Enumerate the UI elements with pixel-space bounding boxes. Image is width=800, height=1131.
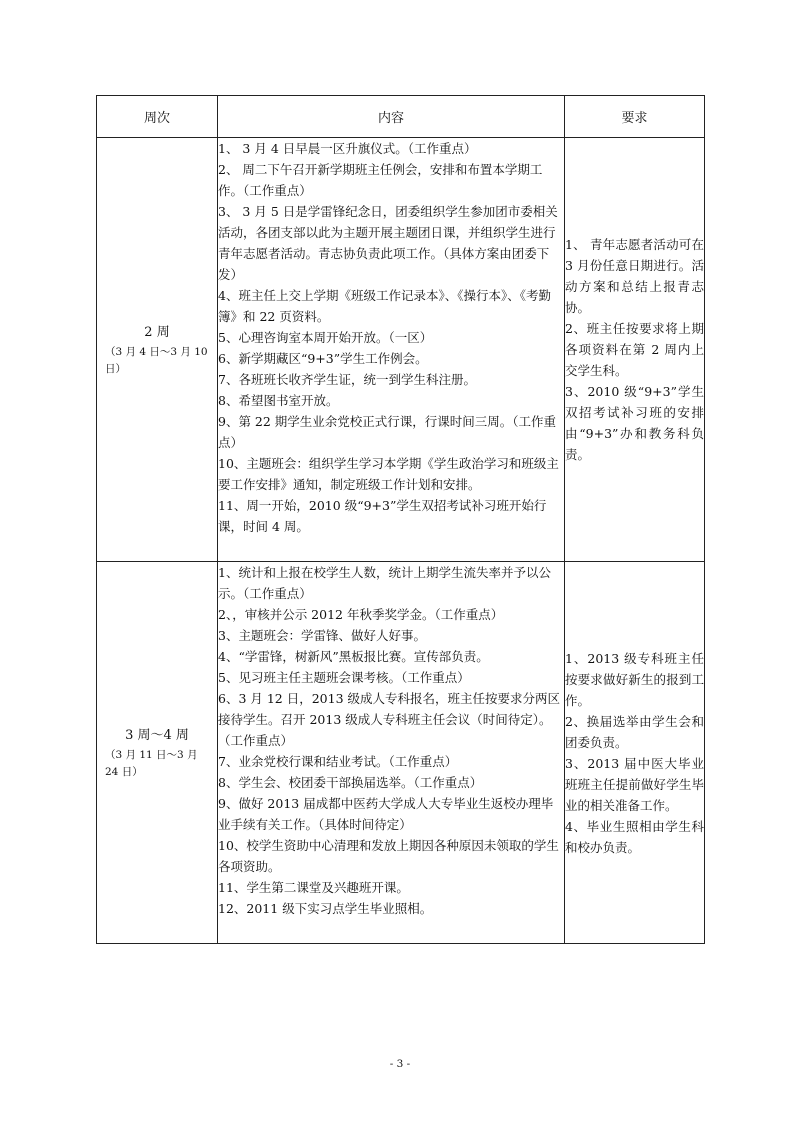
table-row — [97, 562, 705, 944]
content-item: 3、 3 月 5 日是学雷锋纪念日，团委组织学生参加团市委相关活动，各团支部以此为主题开展主题团日课，并组织学生进行青年志愿者活动。青志协负责此项工作。（具体方案由团委下发） — [218, 204, 558, 282]
requirement-item: 3、2010 级“9+3”学生双招考试补习班的安排由“9+3”办和教务科负责。 — [565, 384, 704, 462]
content-item: 9、做好 2013 届成都中医药大学成人大专毕业生返校办理毕业手续有关工作。（具体时间待定） — [218, 796, 554, 832]
content-item: 7、业余党校行课和结业考试。（工作重点） — [218, 754, 458, 769]
content-item: 1、统计和上报在校学生人数，统计上期学生流失率并予以公示。（工作重点） — [218, 565, 551, 601]
content-item: 2、 周二下午召开新学期班主任例会，安排和布置本学期工作。（工作重点） — [218, 162, 543, 198]
table-row — [97, 138, 705, 562]
content-item: 11、学生第二课堂及兴趣班开课。 — [218, 880, 409, 895]
requirements-cell — [565, 138, 705, 562]
content-item: 12、2011 级下实习点学生毕业照相。 — [218, 901, 433, 916]
content-item: 5、心理咨询室本周开始开放。（一区） — [218, 330, 433, 345]
requirement-item: 1、 青年志愿者活动可在 3 月份任意日期进行。活动方案和总结上报青志协。 — [565, 237, 704, 315]
page-number: - 3 - — [389, 1058, 411, 1070]
content-item: 8、学生会、校团委干部换届选举。（工作重点） — [218, 775, 483, 790]
content-item: 4、班主任上交上学期《班级工作记录本》、《操行本》、《考勤簿》和 22 页资料。 — [218, 288, 551, 324]
header-week: 周次 — [97, 96, 218, 138]
content-item: 10、主题班会：组织学生学习本学期《学生政治学习和班级主要工作安排》通知，制定班级工作计划和安排。 — [218, 456, 559, 492]
content-item: 9、第 22 期学生业余党校正式行课，行课时间三周。（工作重点） — [218, 414, 557, 450]
requirement-item: 3、2013 届中医大毕业班班主任提前做好学生毕业的相关准备工作。 — [565, 755, 704, 813]
week-cell — [97, 138, 218, 562]
content-item: 2、，审核并公示 2012 年秋季奖学金。（工作重点） — [218, 607, 504, 622]
requirement-item: 4、毕业生照相由学生科和校办负责。 — [565, 818, 704, 855]
content-item: 4、“学雷锋，树新风”黑板报比赛。宣传部负责。 — [218, 649, 489, 664]
requirement-item: 2、换届选举由学生会和团委负责。 — [565, 713, 704, 750]
header-row — [97, 96, 705, 138]
content-item: 6、新学期藏区“9+3”学生工作例会。 — [218, 351, 428, 366]
content-item: 6、3 月 12 日，2013 级成人专科报名，班主任按要求分两区接待学生。召开 2013 级成人专科班主任会议（时间待定）。（工作重点） — [218, 691, 561, 748]
content-cell — [218, 562, 565, 944]
header-requirements: 要求 — [565, 96, 705, 138]
requirements-cell — [565, 562, 705, 944]
header-content: 内容 — [218, 96, 565, 138]
requirement-item: 1、2013 级专科班主任按要求做好新生的报到工作。 — [565, 650, 704, 708]
requirement-item: 2、班主任按要求将上期各项资料在第 2 周内上交学生科。 — [565, 321, 704, 378]
content-item: 1、 3 月 4 日早晨一区升旗仪式。（工作重点） — [218, 141, 477, 156]
content-cell — [218, 138, 565, 562]
date-range: （3 月 11 日～3 月 24 日） — [105, 748, 198, 778]
content-item: 3、主题班会：学雷锋、做好人好事。 — [218, 628, 426, 643]
content-item: 8、希望图书室开放。 — [218, 393, 339, 408]
schedule-table — [96, 95, 705, 944]
content-item: 11、周一开始，2010 级“9+3”学生双招考试补习班开始行课，时间 4 周。 — [218, 498, 547, 534]
week-label: 2 周 — [144, 324, 170, 340]
content-item: 7、各班班长收齐学生证，统一到学生科注册。 — [218, 372, 476, 387]
week-cell — [97, 562, 218, 944]
content-item: 10、校学生资助中心清理和发放上期因各种原因未领取的学生各项资助。 — [218, 838, 559, 874]
week-label: 3 周～4 周 — [125, 727, 189, 743]
content-item: 5、见习班主任主题班会课考核。（工作重点） — [218, 670, 470, 685]
date-range: （3 月 4 日～3 月 10 日） — [105, 345, 208, 375]
